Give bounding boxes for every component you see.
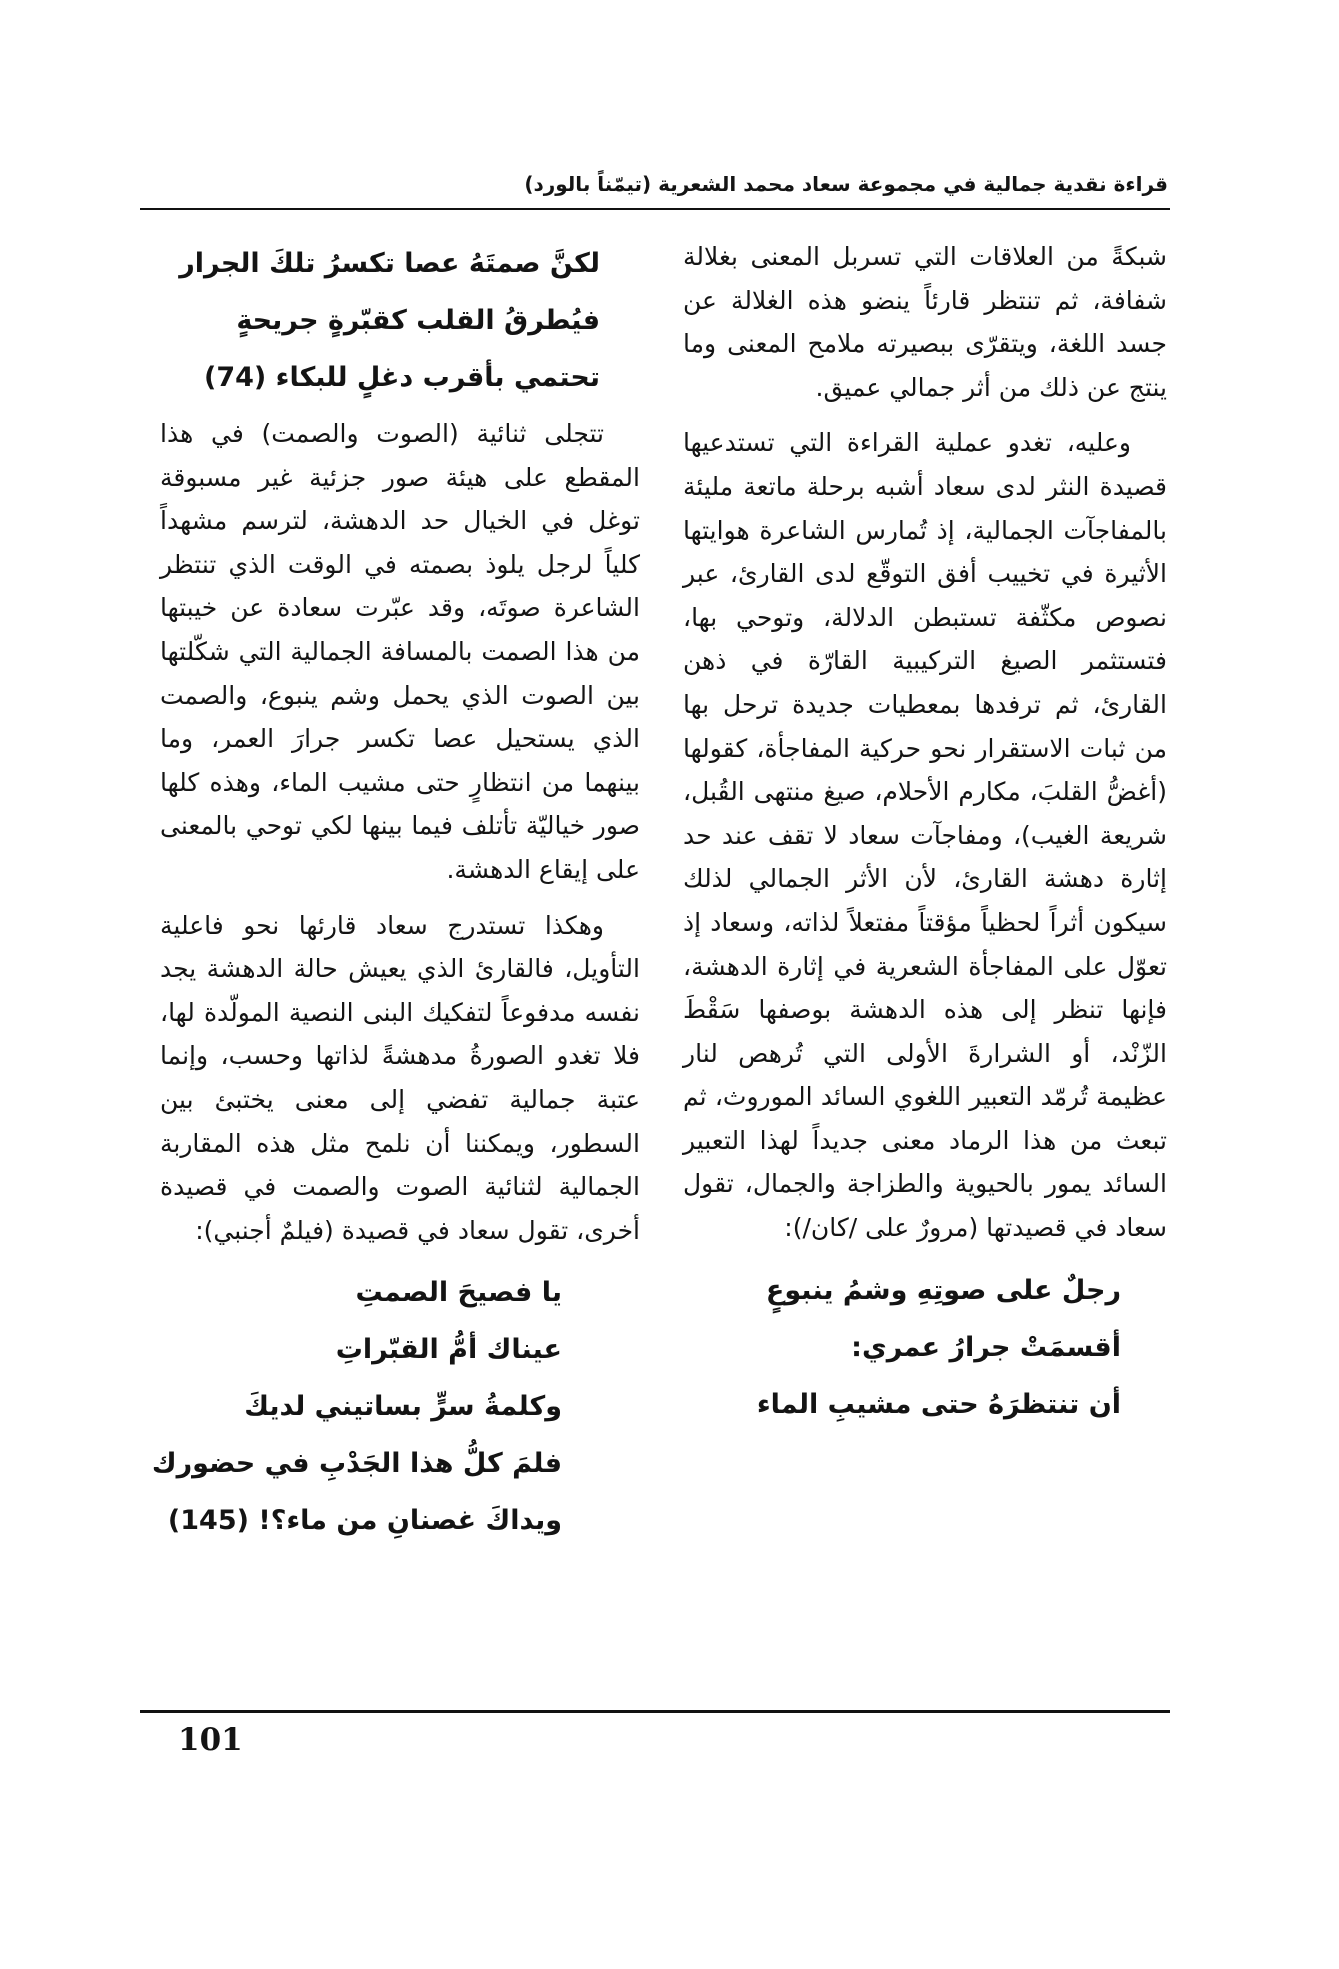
verse-line: أن تنتظرَهُ حتى مشيبِ الماء	[756, 1388, 1121, 1420]
paragraph: وعليه، تغدو عملية القراءة التي تستدعيها قصيدة النثر لدى سعاد أشبه برحلة ماتعة مليئة بالمفاجآت الجمالية، إذ تُمارس الشاعرة هوايتها الأثيرة في تخييب أفق التوقّع لدى القارئ، عبر نصوص مكثّفة تستبطن الدلالة، وتوحي بها، فتستثمر الصيغ التركيبية القارّة في ذهن القارئ، ثم ترفدها بمعطيات جديدة ترحل بها من ثبات الاستقرار نحو حركية المفاجأة، كقولها (أغضُّ القلبَ، مكارم الأحلام، صيغ منتهى القُبل، شريعة الغيب)، ومفاجآت سعاد لا تقف عند حد إثارة دهشة القارئ، لأن الأثر الجمالي لذلك سيكون أثراً لحظياً مؤقتاً مفتعلاً لذاته، وسعاد إذ تعوّل على المفاجأة الشعرية في إثارة الدهشة، فإنها تنظر إلى هذه الدهشة بوصفها سَقْطَ الزّنْد، أو الشرارةَ الأولى التي تُرهص لنار عظيمة تُرمّد التعبير اللغوي السائد الموروث، ثم تبعث من هذا الرماد معنى جديداً لهذا التعبير السائد يمور بالحيوية والطزاجة والجمال، تقول سعاد في قصيدتها (مرورٌ على /كان/):	[683, 428, 1167, 1243]
header-rule	[140, 208, 1170, 210]
verse-line: ويداكَ غصنانِ من ماء؟! (145)	[167, 1505, 562, 1537]
verse-line: أقسمَتْ جرارُ عمري:	[851, 1331, 1121, 1363]
verse-line: رجلٌ على صوتِهِ وشمُ ينبوعٍ	[765, 1274, 1121, 1306]
verse-line: يا فصيحَ الصمتِ	[355, 1277, 562, 1309]
running-header: قراءة نقدية جمالية في مجموعة سعاد محمد الشعرية (تيمّناً بالورد)	[524, 172, 1168, 196]
verse-line: فلمَ كلُّ هذا الجَدْبِ في حضورك	[151, 1448, 562, 1480]
paragraph: شبكةً من العلاقات التي تسربل المعنى بغلالة شفافة، ثم تنتظر قارئاً ينضو هذه الغلالة عن جسد اللغة، ويتقرّى ببصيرته ملامح المعنى وما ينتج عن ذلك من أثر جمالي عميق.	[683, 242, 1167, 402]
left-column	[151, 235, 640, 1549]
poem-excerpt	[151, 1264, 640, 1549]
paragraph: تتجلى ثنائية (الصوت والصمت) في هذا المقطع على هيئة صور جزئية غير مسبوقة توغل في الخيال حد الدهشة، لترسم مشهداً كلياً لرجل يلوذ بصمته في الوقت الذي تنتظر الشاعرة صوتَه، وقد عبّرت سعادة عن خيبتها من هذا الصمت بالمسافة الجمالية التي شكّلتها بين الصوت الذي يحمل وشم ينبوع، والصمت الذي يستحيل عصا تكسر جرارَ العمر، وما بينهما من انتظارٍ حتى مشيب الماء، وهذه كلها صور خياليّة تأتلف فيما بينها لكي توحي بالمعنى على إيقاع الدهشة.	[160, 419, 640, 884]
page-number: 101	[178, 1722, 243, 1758]
verse-line: فيُطرقُ القلب كقبّرةٍ جريحةٍ	[236, 305, 600, 336]
verse-line: لكنَّ صمتَهُ عصا تكسرُ تلكَ الجرار	[179, 248, 600, 279]
poem-excerpt	[160, 235, 640, 406]
verse-line: تحتمي بأقرب دغلٍ للبكاء (74)	[203, 362, 600, 393]
footer-rule	[140, 1710, 1170, 1713]
right-column	[683, 235, 1167, 1433]
verse-line: وكلمةُ سرٍّ بساتيني لديكَ	[244, 1391, 562, 1423]
paragraph: وهكذا تستدرج سعاد قارئها نحو فاعلية التأويل، فالقارئ الذي يعيش حالة الدهشة يجد نفسه مدفوعاً لتفكيك البنى النصية المولّدة لها، فلا تغدو الصورةُ مدهشةً لذاتها وحسب، وإنما عتبة جمالية تفضي إلى معنى يختبئ بين السطور، ويمكننا أن نلمح مثل هذه المقاربة الجمالية لثنائية الصوت والصمت في قصيدة أخرى، تقول سعاد في قصيدة (فيلمٌ أجنبي):	[160, 910, 640, 1245]
poem-excerpt	[683, 1262, 1167, 1433]
verse-line: عيناك أمُّ القبّراتِ	[335, 1334, 562, 1366]
